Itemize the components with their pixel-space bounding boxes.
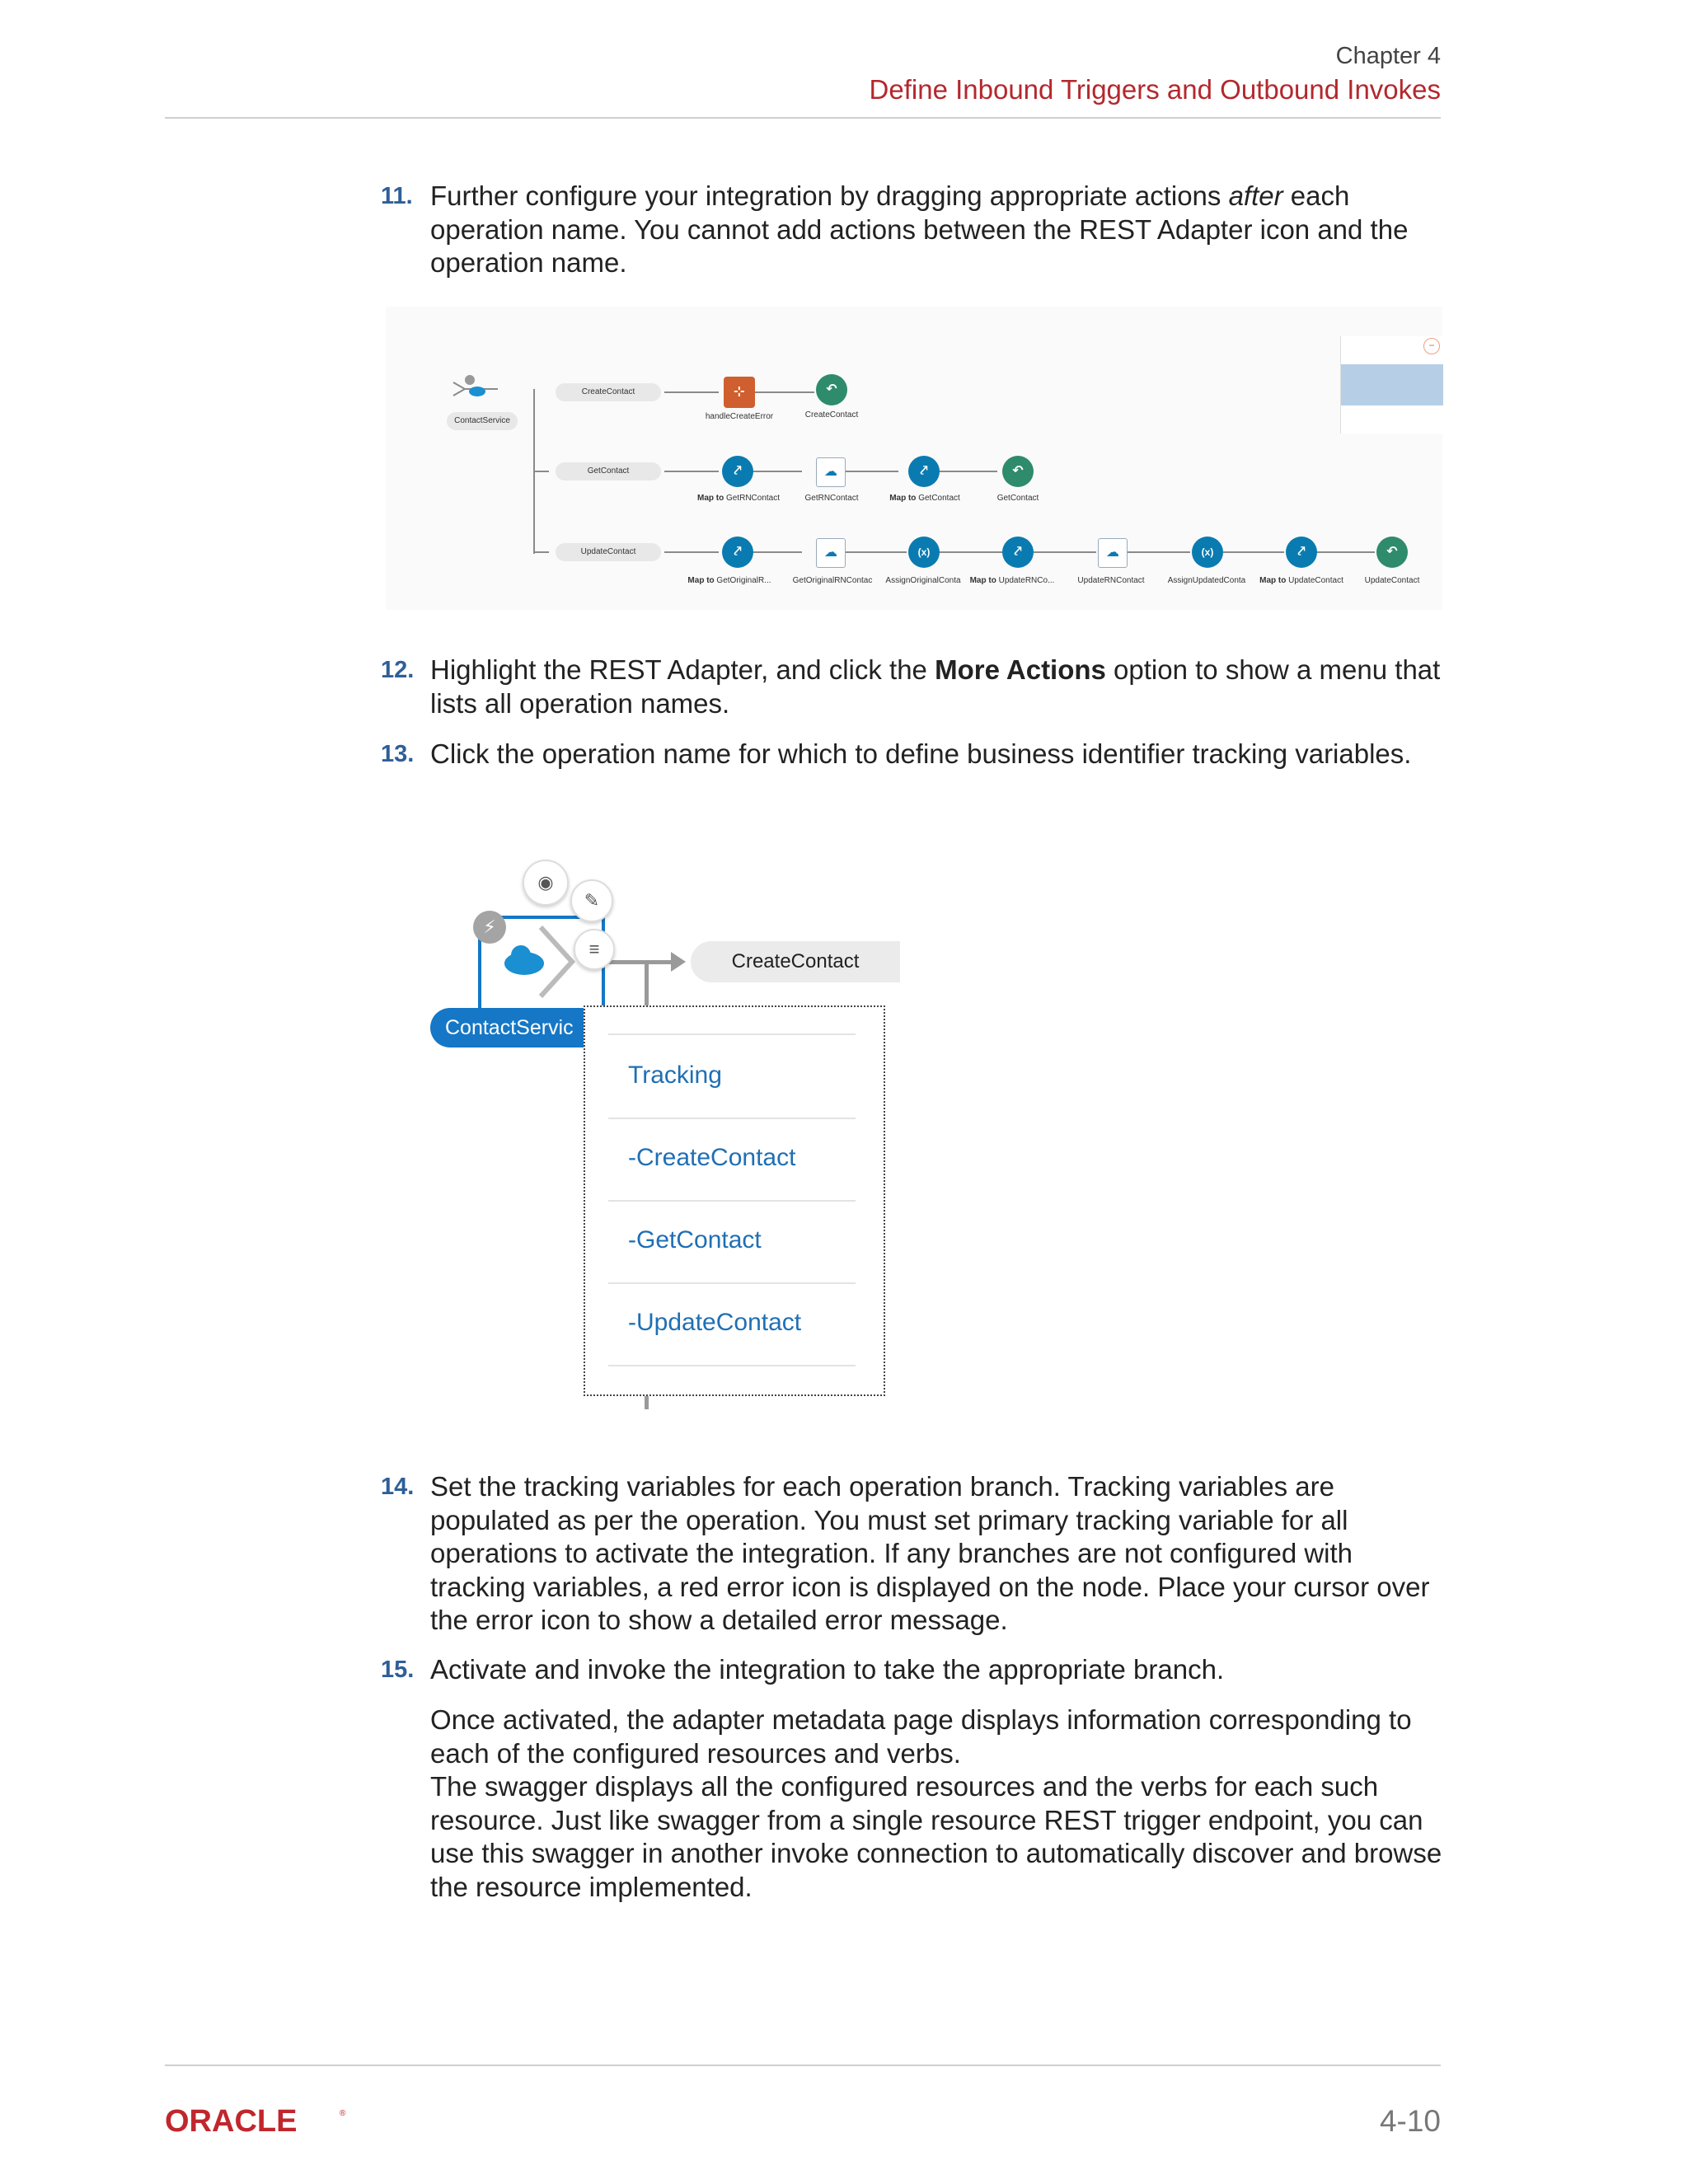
return-icon[interactable]: ↶	[816, 374, 847, 405]
connector	[603, 960, 678, 964]
edit-pencil-icon[interactable]: ✎	[570, 879, 613, 922]
node-label: CreateContact	[804, 410, 859, 419]
paragraph-activated: Once activated, the adapter metadata page displays information corresponding to each of the configured resources and verbs.	[430, 1704, 1412, 1769]
menu-item-get-contact[interactable]: -GetContact	[628, 1226, 762, 1254]
step-number: 12.	[381, 657, 415, 683]
menu-item-create-contact[interactable]: -CreateContact	[628, 1144, 796, 1171]
adapter-badge-icon: ⚡	[473, 911, 506, 944]
adapter-label: ContactServic	[430, 1008, 595, 1047]
map-icon[interactable]: ⤤	[1002, 537, 1034, 568]
node-label: Map to GetOriginalR...	[687, 576, 771, 585]
invoke-icon[interactable]: ☁	[1098, 538, 1128, 568]
step-text: Further configure your integration by dragging appropriate actions after each operation name. You cannot add actions between the REST Adapter icon and the operation name.	[430, 180, 1409, 278]
svg-text:®: ®	[340, 2109, 346, 2118]
trigger-label: ContactService	[447, 412, 518, 430]
step-text: Set the tracking variables for each operation branch. Tracking variables are populated as per the operation. You must set primary tracking variable for all operations to activate the integration. If any branches are not configured with tracking variables, a red error icon is displayed on the node. Place your cursor over the error icon to show a detailed error message.	[430, 1471, 1430, 1635]
invoke-icon[interactable]: ☁	[816, 457, 846, 487]
node-label: Map to UpdateContact	[1259, 576, 1343, 585]
branch-get[interactable]: GetContact	[556, 462, 661, 480]
menu-divider	[608, 1033, 856, 1035]
map-icon[interactable]: ⤤	[722, 456, 753, 487]
error-handler-icon[interactable]: ⊹	[724, 377, 755, 408]
step-number: 14.	[381, 1474, 415, 1500]
oracle-logo-text: ORACLE	[165, 2104, 298, 2137]
operation-pill[interactable]: CreateContact	[691, 941, 900, 982]
node-label: Map to GetContact	[889, 494, 960, 503]
map-icon[interactable]: ⤤	[1286, 537, 1317, 568]
menu-item-tracking[interactable]: Tracking	[628, 1062, 722, 1089]
branch-create[interactable]: CreateContact	[556, 383, 661, 401]
operations-menu[interactable]	[584, 1005, 885, 1396]
oracle-logo-icon	[165, 2104, 354, 2137]
invoke-icon[interactable]: ☁	[816, 538, 846, 568]
body-paragraph	[430, 1704, 1444, 1904]
map-icon[interactable]: ⤤	[908, 456, 940, 487]
menu-divider	[608, 1282, 856, 1284]
footer-divider	[165, 2064, 1441, 2066]
more-actions-icon[interactable]: ≡	[574, 929, 615, 970]
step-number: 13.	[381, 741, 415, 767]
menu-divider	[608, 1365, 856, 1366]
paragraph-swagger: The swagger displays all the configured resources and the verbs for each such resource. Just like swagger from a single resource REST trigger endpoint, you can use this swagger in another invoke connection to automatically discover and browse the resource implemented.	[430, 1771, 1442, 1902]
page-number: 4-10	[1379, 2104, 1441, 2138]
view-eye-icon[interactable]: ◉	[523, 860, 569, 906]
chapter-title: Define Inbound Triggers and Outbound Invokes	[869, 74, 1441, 105]
node-label: Map to GetRNContact	[696, 494, 781, 503]
collapse-icon[interactable]: −	[1423, 338, 1440, 354]
minimap-viewport[interactable]	[1341, 364, 1443, 405]
return-icon[interactable]: ↶	[1376, 537, 1408, 568]
node-label: handleCreateError	[705, 412, 774, 421]
integration-canvas-figure	[386, 307, 1442, 610]
node-label: AssignOriginalConta	[885, 576, 961, 585]
cloud-icon	[463, 375, 491, 403]
step-text: Activate and invoke the integration to take the appropriate branch.	[430, 1654, 1225, 1685]
node-label: UpdateContact	[1364, 576, 1420, 585]
step-number: 11.	[381, 183, 413, 209]
chapter-label: Chapter 4	[1335, 43, 1441, 69]
step-13	[381, 738, 1444, 772]
node-label: GetRNContact	[804, 494, 859, 503]
menu-divider	[608, 1200, 856, 1202]
menu-item-update-contact[interactable]: -UpdateContact	[628, 1309, 802, 1336]
node-label: Map to UpdateRNCo...	[969, 576, 1055, 585]
rest-adapter-icon[interactable]	[463, 375, 491, 403]
more-actions-figure	[430, 820, 900, 1413]
map-icon[interactable]: ⤤	[722, 537, 753, 568]
node-label: GetOriginalRNContac	[792, 576, 873, 585]
canvas-minimap[interactable]	[1340, 336, 1443, 434]
menu-divider	[608, 1118, 856, 1119]
header-divider	[165, 117, 1441, 119]
step-15	[381, 1653, 1444, 1688]
step-11	[381, 180, 1444, 283]
step-number: 15.	[381, 1657, 415, 1683]
arrow-icon	[671, 952, 686, 972]
step-text: Highlight the REST Adapter, and click the More Actions option to show a menu that lists all operation names.	[430, 654, 1441, 719]
assign-icon[interactable]: (x)	[1192, 537, 1223, 568]
step-12	[381, 654, 1444, 723]
node-label: GetContact	[996, 494, 1039, 503]
branch-update[interactable]: UpdateContact	[556, 543, 661, 561]
return-icon[interactable]: ↶	[1002, 456, 1034, 487]
step-text: Click the operation name for which to define business identifier tracking variables.	[430, 738, 1412, 769]
node-label: UpdateRNContact	[1077, 576, 1145, 585]
assign-icon[interactable]: (x)	[908, 537, 940, 568]
node-label: AssignUpdatedConta	[1167, 576, 1246, 585]
oracle-logo	[165, 2104, 354, 2141]
step-14	[381, 1470, 1444, 1639]
